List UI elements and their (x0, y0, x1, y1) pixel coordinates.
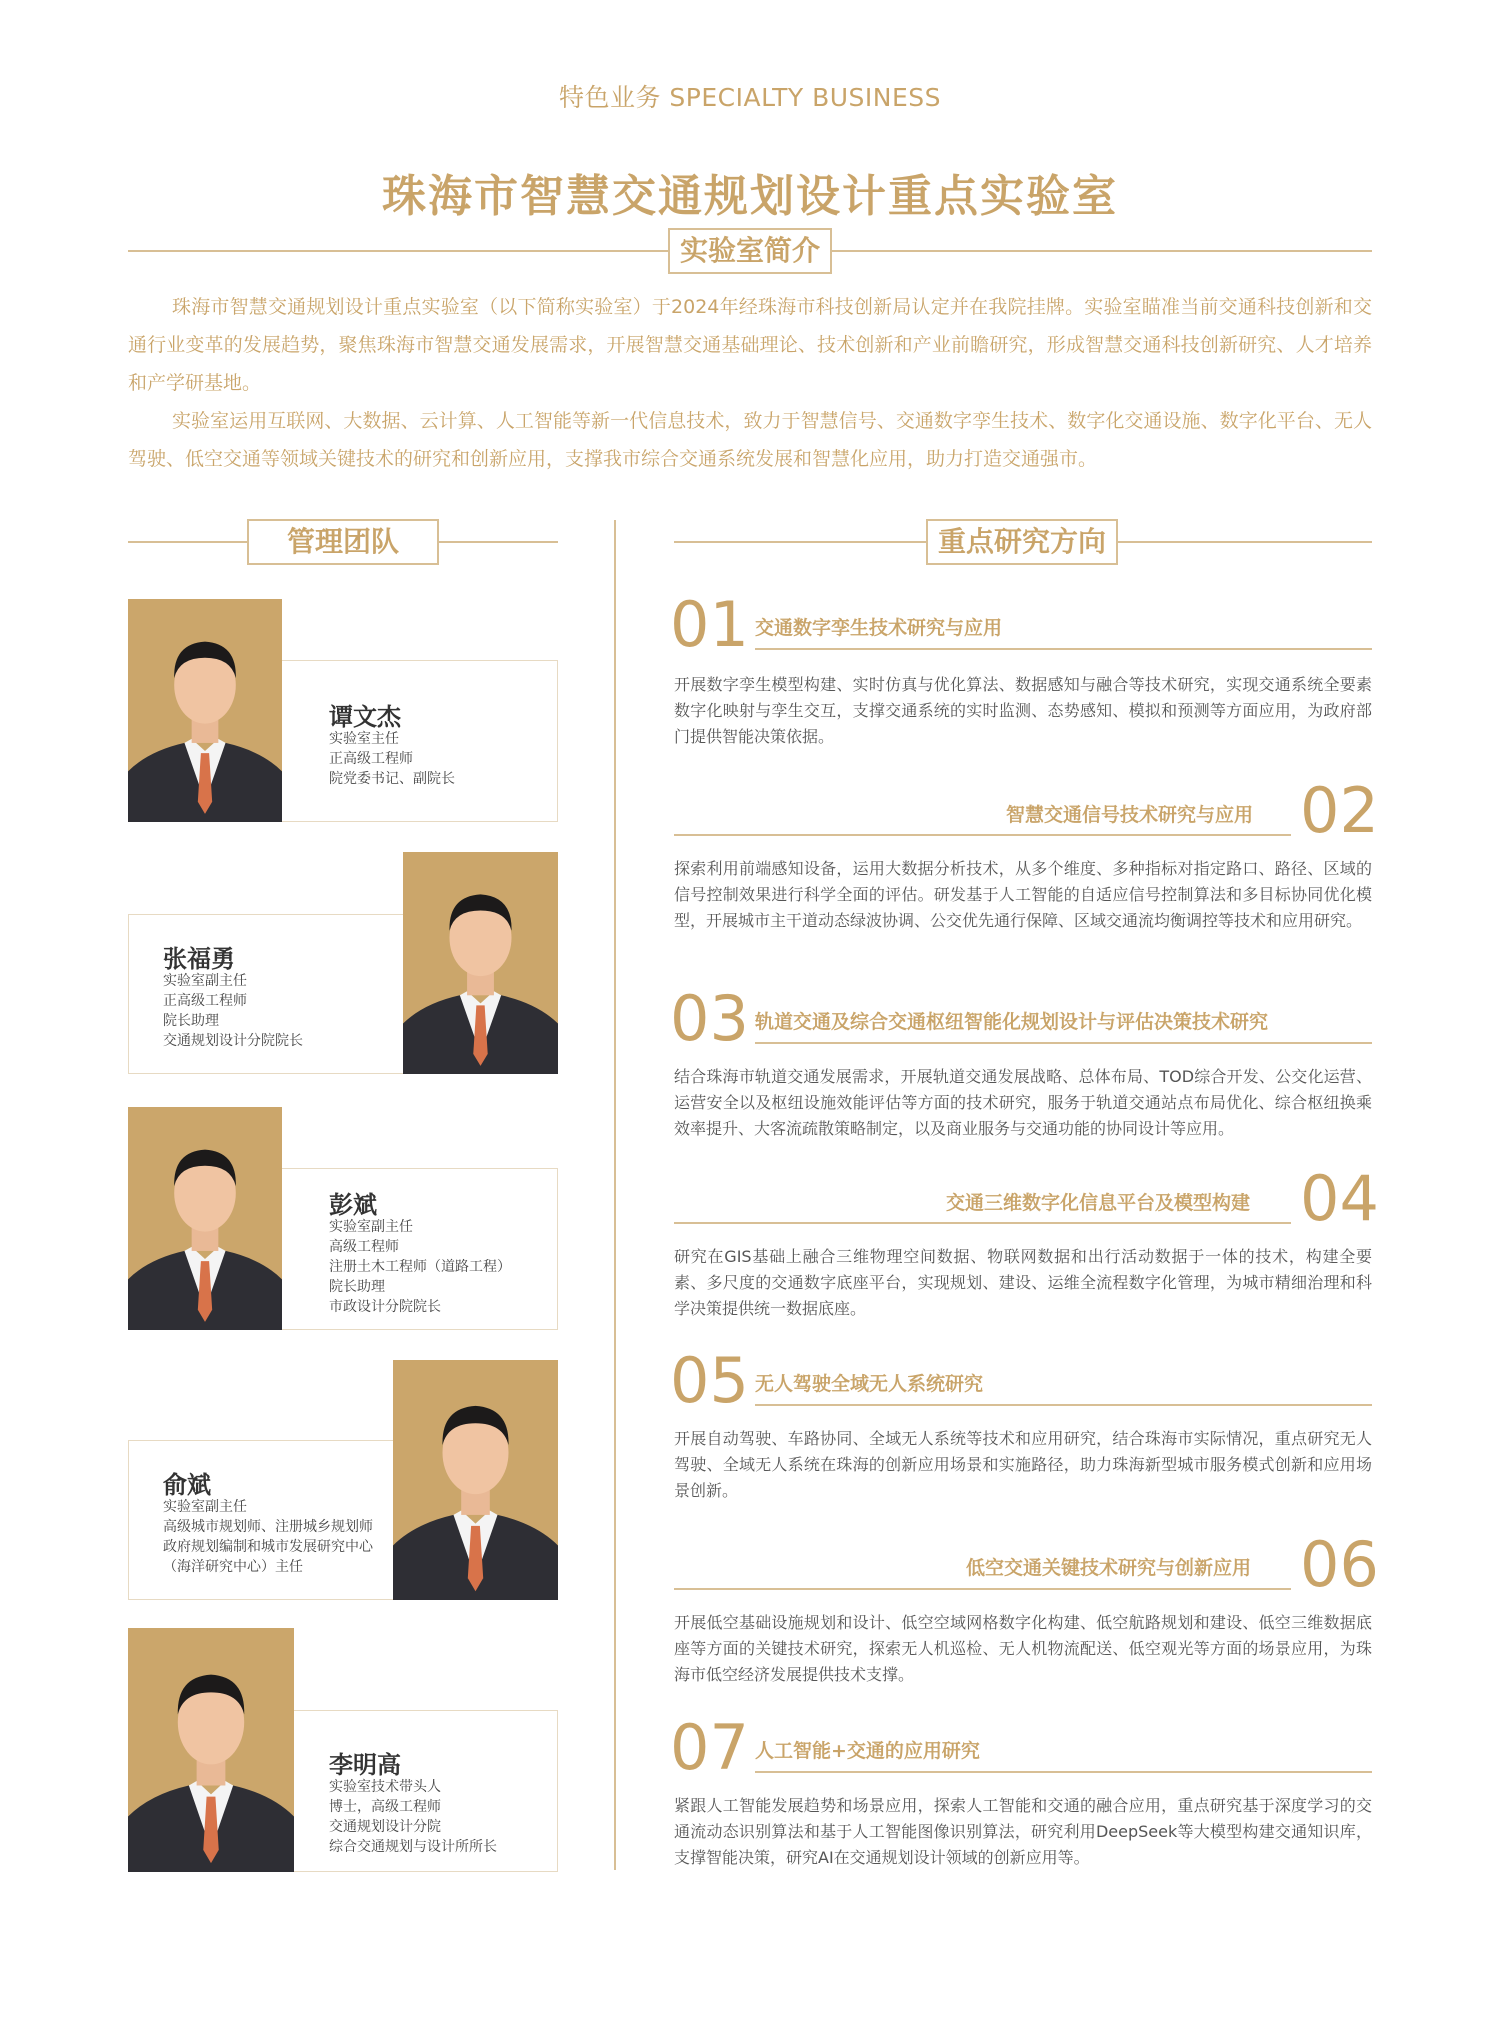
member-name: 俞斌 (163, 1471, 211, 1499)
member-info-line: 实验室副主任 (163, 1499, 247, 1515)
column-divider (614, 520, 616, 1870)
member-info-line: 市政设计分院院长 (329, 1299, 441, 1315)
member-name: 李明高 (329, 1751, 401, 1779)
research-rule-03 (755, 1042, 1372, 1044)
research-desc-05: 开展自动驾驶、车路协同、全域无人系统等技术和应用研究，结合珠海市实际情况，重点研究无人驾驶、全域无人系统在珠海的创新应用场景和实施路径，助力珠海新型城市服务模式创新和应用场景创新。 (674, 1429, 1372, 1500)
section-label: 特色业务 SPECIALTY BUSINESS (558, 83, 942, 112)
intro-paragraph-1: 珠海市智慧交通规划设计重点实验室（以下简称实验室）于2024年经珠海市科技创新局认定并在我院挂牌。实验室瞄准当前交通科技创新和交通行业变革的发展趋势，聚焦珠海市智慧交通发展需求，开展智慧交通基础理论、技术创新和产业前瞻研究，形成智慧交通科技创新研究、人才培养和产学研基地。 (128, 296, 1372, 394)
research-rule-05 (755, 1404, 1372, 1406)
member-info-line: 院党委书记、副院长 (329, 771, 455, 787)
member-info-line: 博士，高级工程师 (329, 1799, 441, 1815)
research-title-02: 智慧交通信号技术研究与应用 (1006, 804, 1254, 826)
team-heading: 管理团队 (247, 519, 439, 565)
member-info-line: 交通规划设计分院 (329, 1819, 441, 1835)
member-info-line: 高级城市规划师、注册城乡规划师 (163, 1519, 373, 1535)
research-title-07: 人工智能+交通的应用研究 (755, 1740, 980, 1762)
intro-heading: 实验室简介 (668, 228, 832, 274)
member-photo-2 (403, 852, 558, 1074)
research-rule-06 (674, 1588, 1291, 1590)
member-info-line: 政府规划编制和城市发展研究中心 (163, 1539, 373, 1555)
intro-paragraph-2: 实验室运用互联网、大数据、云计算、人工智能等新一代信息技术，致力于智慧信号、交通数字孪生技术、数字化交通设施、数字化平台、无人驾驶、低空交通等领域关键技术的研究和创新应用，支撑我市综合交通系统发展和智慧化应用，助力打造交通强市。 (128, 410, 1372, 470)
research-title-04: 交通三维数字化信息平台及模型构建 (946, 1192, 1251, 1214)
member-info-line: 实验室主任 (329, 731, 399, 747)
research-number-07: 07 (670, 1711, 749, 1784)
member-photo-4 (393, 1360, 558, 1600)
research-desc-04: 研究在GIS基础上融合三维物理空间数据、物联网数据和出行活动数据于一体的技术，构建全要素、多尺度的交通数字底座平台，实现规划、建设、运维全流程数字化管理，为城市精细治理和科学决策提供统一数据底座。 (674, 1247, 1372, 1318)
research-desc-01: 开展数字孪生模型构建、实时仿真与优化算法、数据感知与融合等技术研究，实现交通系统全要素数字化映射与孪生交互，支撑交通系统的实时监测、态势感知、模拟和预测等方面应用，为政府部门提供智能决策依据。 (674, 675, 1372, 746)
member-info-line: 高级工程师 (329, 1239, 399, 1255)
research-desc-03: 结合珠海市轨道交通发展需求，开展轨道交通发展战略、总体布局、TOD综合开发、公交化运营、运营安全以及枢纽设施效能评估等方面的技术研究，服务于轨道交通站点布局优化、综合枢纽换乘效率提升、大客流疏散策略制定，以及商业服务与交通功能的协同设计等应用。 (674, 1067, 1372, 1138)
member-info-line: 注册土木工程师（道路工程） (329, 1259, 511, 1275)
research-rule-07 (755, 1771, 1372, 1773)
member-info-line: （海洋研究中心）主任 (163, 1559, 303, 1575)
research-number-06: 06 (1300, 1528, 1379, 1601)
research-rule-01 (755, 648, 1372, 650)
research-number-01: 01 (670, 588, 749, 661)
research-rule-04 (674, 1222, 1291, 1224)
research-title-03: 轨道交通及综合交通枢纽智能化规划设计与评估决策技术研究 (755, 1011, 1269, 1033)
research-desc-06: 开展低空基础设施规划和设计、低空空域网格数字化构建、低空航路规划和建设、低空三维数据底座等方面的关键技术研究，探索无人机巡检、无人机物流配送、低空观光等方面的场景应用，为珠海市低空经济发展提供技术支撑。 (674, 1613, 1372, 1684)
member-info-line: 综合交通规划与设计所所长 (329, 1839, 497, 1855)
member-info-line: 实验室技术带头人 (329, 1779, 441, 1795)
research-title-05: 无人驾驶全域无人系统研究 (755, 1373, 984, 1395)
member-name: 张福勇 (163, 945, 235, 973)
research-number-04: 04 (1300, 1162, 1379, 1235)
member-photo-3 (128, 1107, 282, 1330)
page-title: 珠海市智慧交通规划设计重点实验室 (382, 171, 1118, 222)
research-title-06: 低空交通关键技术研究与创新应用 (966, 1557, 1252, 1579)
member-info-line: 院长助理 (329, 1279, 385, 1295)
member-name: 彭斌 (329, 1191, 377, 1219)
research-number-03: 03 (670, 982, 749, 1055)
member-photo-5 (128, 1628, 294, 1872)
research-number-02: 02 (1300, 774, 1379, 847)
member-info-line: 正高级工程师 (329, 751, 413, 767)
research-title-01: 交通数字孪生技术研究与应用 (755, 617, 1003, 639)
research-number-05: 05 (670, 1344, 749, 1417)
research-desc-02: 探索利用前端感知设备，运用大数据分析技术，从多个维度、多种指标对指定路口、路径、区域的信号控制效果进行科学全面的评估。研发基于人工智能的自适应信号控制算法和多目标协同优化模型，开展城市主干道动态绿波协调、公交优先通行保障、区域交通流均衡调控等技术和应用研究。 (674, 859, 1372, 930)
member-info-line: 交通规划设计分院院长 (163, 1033, 303, 1049)
member-name: 谭文杰 (329, 703, 401, 731)
research-heading: 重点研究方向 (926, 519, 1118, 565)
research-rule-02 (674, 834, 1291, 836)
member-info-line: 实验室副主任 (163, 973, 247, 989)
member-photo-1 (128, 599, 282, 822)
research-desc-07: 紧跟人工智能发展趋势和场景应用，探索人工智能和交通的融合应用，重点研究基于深度学习的交通流动态识别算法和基于人工智能图像识别算法，研究利用DeepSeek等大模型构建交通知识库，支撑智能决策，研究AI在交通规划设计领域的创新应用等。 (674, 1796, 1372, 1867)
member-info-line: 院长助理 (163, 1013, 219, 1029)
member-info-line: 正高级工程师 (163, 993, 247, 1009)
member-info-line: 实验室副主任 (329, 1219, 413, 1235)
